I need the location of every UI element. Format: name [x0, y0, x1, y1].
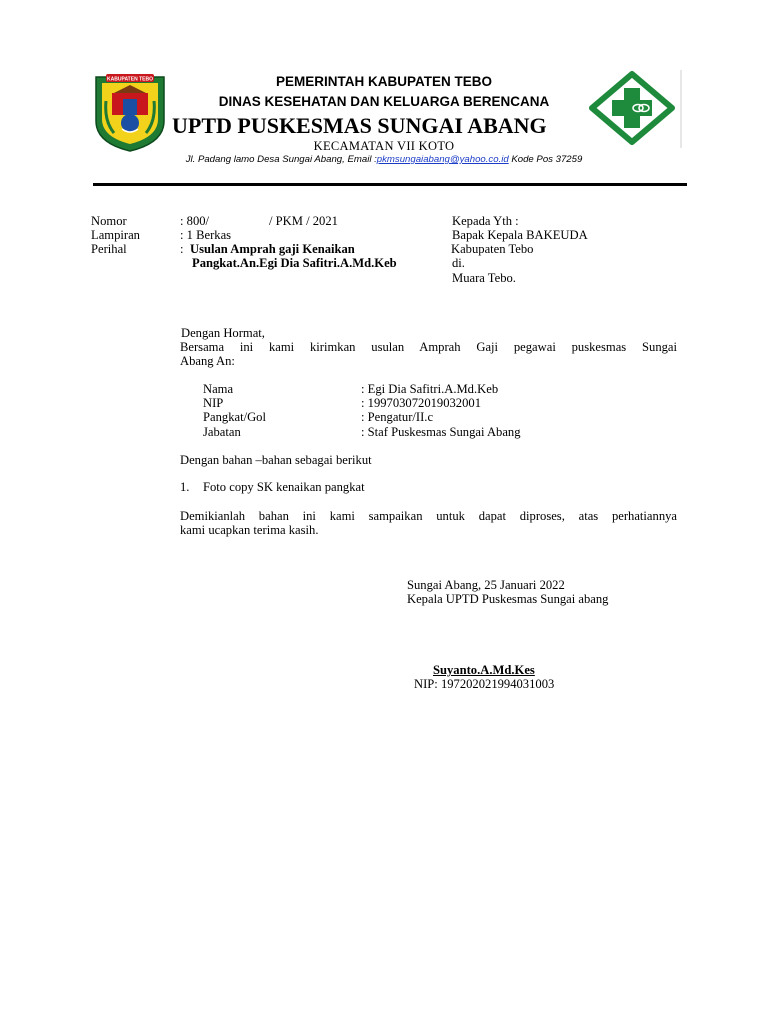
letterhead-address: [0, 154, 768, 165]
lampiran-label: Lampiran: [91, 228, 140, 242]
field-value-jabatan: : Staf Puskesmas Sungai Abang: [361, 425, 521, 439]
recipient-line-2: Bapak Kepala BAKEUDA: [452, 228, 588, 242]
perihal-colon: :: [180, 242, 184, 256]
signature-name: Suyanto.A.Md.Kes: [433, 663, 535, 677]
lampiran-value: : 1 Berkas: [180, 228, 232, 242]
recipient-line-3: Kabupaten Tebo: [451, 242, 534, 256]
field-value-pangkat: : Pengatur/II.c: [361, 410, 434, 424]
letterhead-department: DINAS KESEHATAN DAN KELUARGA BERENCANA: [218, 94, 550, 109]
attachment-1-text: Foto copy SK kenaikan pangkat: [203, 480, 365, 494]
letterhead-title: UPTD PUSKESMAS SUNGAI ABANG: [172, 113, 547, 138]
attachment-1-number: 1.: [180, 480, 190, 494]
signature-nip: NIP: 197202021994031003: [414, 677, 555, 691]
postal-code-text: Kode Pos 37259: [508, 154, 583, 165]
signature-place-date: Sungai Abang, 25 Januari 2022: [407, 578, 565, 592]
field-value-nip: : 199703072019032001: [361, 396, 481, 410]
intro-line-1: Bersama ini kami kirimkan usulan Amprah Gaji pegawai puskesmas Sungai: [180, 340, 677, 354]
closing-line-1: Demikianlah bahan ini kami sampaikan untuk dapat diproses, atas perhatiannya: [180, 509, 677, 523]
letterhead-government: PEMERINTAH KABUPATEN TEBO: [276, 74, 492, 89]
nomor-suffix: / PKM / 2021: [269, 214, 338, 228]
signature-position: Kepala UPTD Puskesmas Sungai abang: [407, 592, 609, 606]
address-text: Jl. Padang lamo Desa Sungai Abang, Email :: [185, 154, 377, 165]
perihal-label: Perihal: [91, 242, 127, 256]
perihal-line-2: Pangkat.An.Egi Dia Safitri.A.Md.Keb: [192, 256, 397, 270]
perihal-line-1: Usulan Amprah gaji Kenaikan: [190, 242, 355, 256]
recipient-line-1: Kepada Yth :: [452, 214, 519, 228]
greeting: Dengan Hormat,: [181, 326, 265, 340]
nomor-value: : 800/: [180, 214, 210, 228]
letterhead-divider: [93, 183, 687, 186]
logo-left-text: KABUPATEN TEBO: [107, 76, 153, 83]
email-link[interactable]: pkmsungaiabang@yahoo.co.id: [376, 154, 509, 165]
field-label-jabatan: Jabatan: [203, 425, 241, 439]
closing-line-2: kami ucapkan terima kasih.: [180, 523, 319, 537]
field-value-nama: : Egi Dia Safitri.A.Md.Keb: [361, 382, 499, 396]
field-label-pangkat: Pangkat/Gol: [203, 410, 266, 424]
intro-line-2: Abang An:: [180, 354, 235, 368]
recipient-line-5: Muara Tebo.: [452, 271, 516, 285]
letterhead-district: KECAMATAN VII KOTO: [313, 139, 455, 153]
recipient-line-4: di.: [452, 256, 465, 270]
field-label-nama: Nama: [203, 382, 234, 396]
field-label-nip: NIP: [203, 396, 224, 410]
attachments-intro: Dengan bahan –bahan sebagai berikut: [180, 453, 372, 467]
nomor-label: Nomor: [91, 214, 127, 228]
